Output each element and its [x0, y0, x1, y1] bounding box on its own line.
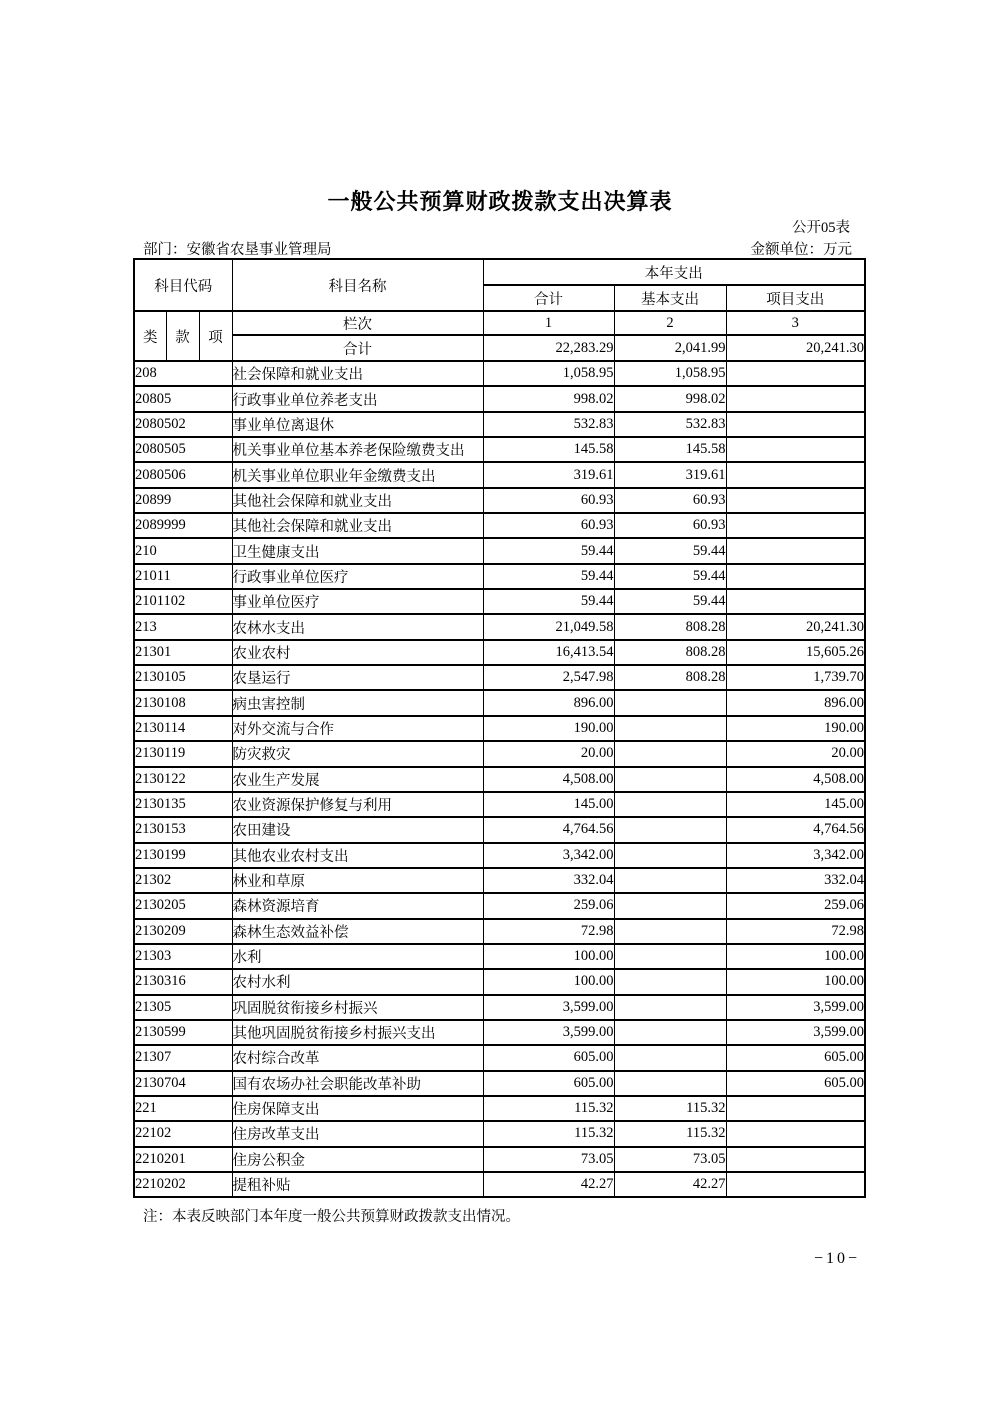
row-basic-value: 998.02 [614, 386, 726, 411]
row-project-value: 3,599.00 [726, 995, 865, 1020]
table-row [134, 690, 865, 715]
row-basic-value [614, 817, 726, 842]
row-project-value: 4,764.56 [726, 817, 865, 842]
row-project-value: 3,342.00 [726, 843, 865, 868]
row-subject-code: 2130704 [134, 1071, 232, 1096]
row-subject-code: 2130108 [134, 690, 232, 715]
row-total-value: 145.00 [483, 792, 614, 817]
page-title: 一般公共预算财政拨款支出决算表 [327, 189, 673, 214]
row-subject-code: 21307 [134, 1045, 232, 1070]
row-project-value [726, 386, 865, 411]
row-total-value: 60.93 [483, 488, 614, 513]
row-subject-name: 机关事业单位职业年金缴费支出 [232, 462, 483, 487]
row-subject-name: 住房公积金 [232, 1147, 483, 1172]
lanci-number-1: 1 [483, 311, 614, 335]
row-subject-code: 221 [134, 1096, 232, 1121]
row-total-value: 319.61 [483, 462, 614, 487]
table-row [134, 944, 865, 969]
row-project-value: 332.04 [726, 868, 865, 893]
row-basic-value [614, 690, 726, 715]
row-total-value: 100.00 [483, 944, 614, 969]
row-subject-name: 事业单位医疗 [232, 589, 483, 614]
table-row [134, 817, 865, 842]
lanci-label: 栏次 [232, 311, 483, 335]
grand-total-label: 合计 [232, 335, 483, 361]
row-project-value [726, 1172, 865, 1197]
row-project-value: 190.00 [726, 716, 865, 741]
table-row [134, 488, 865, 513]
code-section-header: 款 [166, 311, 199, 361]
row-subject-name: 住房改革支出 [232, 1121, 483, 1146]
row-subject-code: 210 [134, 538, 232, 563]
row-basic-value: 73.05 [614, 1147, 726, 1172]
row-basic-value: 808.28 [614, 640, 726, 665]
row-basic-value [614, 919, 726, 944]
row-total-value: 259.06 [483, 893, 614, 918]
table-row [134, 1121, 865, 1146]
row-subject-code: 21301 [134, 640, 232, 665]
row-project-value: 605.00 [726, 1071, 865, 1096]
row-project-value [726, 589, 865, 614]
row-project-value: 100.00 [726, 944, 865, 969]
row-subject-code: 2089999 [134, 513, 232, 538]
row-project-value: 100.00 [726, 969, 865, 994]
row-subject-name: 农垦运行 [232, 665, 483, 690]
row-project-value: 1,739.70 [726, 665, 865, 690]
row-basic-value [614, 969, 726, 994]
row-subject-code: 21011 [134, 564, 232, 589]
row-subject-code: 2210201 [134, 1147, 232, 1172]
form-number-label: 公开05表 [792, 220, 850, 236]
table-row [134, 361, 865, 386]
row-project-value: 3,599.00 [726, 1020, 865, 1045]
row-subject-code: 2080505 [134, 437, 232, 462]
row-basic-value [614, 792, 726, 817]
row-total-value: 2,547.98 [483, 665, 614, 690]
table-row [134, 843, 865, 868]
footnote: 注：本表反映部门本年度一般公共预算财政拨款支出情况。 [143, 1209, 520, 1225]
row-subject-code: 2080506 [134, 462, 232, 487]
row-subject-name: 林业和草原 [232, 868, 483, 893]
row-basic-value: 59.44 [614, 538, 726, 563]
table-row [134, 1172, 865, 1197]
row-subject-code: 208 [134, 361, 232, 386]
subject-code-header: 科目代码 [134, 259, 232, 311]
row-total-value: 3,342.00 [483, 843, 614, 868]
header-row-1 [134, 259, 865, 285]
row-basic-value: 145.58 [614, 437, 726, 462]
row-total-value: 605.00 [483, 1071, 614, 1096]
row-subject-code: 2130122 [134, 767, 232, 792]
table-row [134, 1096, 865, 1121]
total-column-header: 合计 [483, 285, 614, 311]
subject-name-header: 科目名称 [232, 259, 483, 311]
row-basic-value: 59.44 [614, 589, 726, 614]
project-column-header: 项目支出 [726, 285, 865, 311]
table-row [134, 462, 865, 487]
table-row [134, 1020, 865, 1045]
row-project-value [726, 538, 865, 563]
row-total-value: 115.32 [483, 1096, 614, 1121]
row-total-value: 16,413.54 [483, 640, 614, 665]
table-row [134, 741, 865, 766]
row-basic-value: 60.93 [614, 513, 726, 538]
row-project-value [726, 437, 865, 462]
row-basic-value [614, 1071, 726, 1096]
row-total-value: 998.02 [483, 386, 614, 411]
row-total-value: 72.98 [483, 919, 614, 944]
row-subject-name: 防灾救灾 [232, 741, 483, 766]
row-project-value [726, 1147, 865, 1172]
row-project-value: 605.00 [726, 1045, 865, 1070]
row-subject-name: 水利 [232, 944, 483, 969]
lanci-number-3: 3 [726, 311, 865, 335]
row-basic-value: 115.32 [614, 1121, 726, 1146]
row-subject-name: 事业单位离退休 [232, 412, 483, 437]
header-row-lanci [134, 311, 865, 335]
row-total-value: 4,508.00 [483, 767, 614, 792]
table-row [134, 412, 865, 437]
row-subject-code: 2210202 [134, 1172, 232, 1197]
row-subject-name: 农村水利 [232, 969, 483, 994]
row-subject-name: 农林水支出 [232, 614, 483, 639]
row-basic-value: 42.27 [614, 1172, 726, 1197]
row-basic-value [614, 868, 726, 893]
row-subject-name: 行政事业单位医疗 [232, 564, 483, 589]
row-subject-name: 农业资源保护修复与利用 [232, 792, 483, 817]
row-subject-name: 农村综合改革 [232, 1045, 483, 1070]
row-project-value [726, 412, 865, 437]
row-project-value: 15,605.26 [726, 640, 865, 665]
table-row [134, 995, 865, 1020]
row-total-value: 100.00 [483, 969, 614, 994]
row-project-value: 20.00 [726, 741, 865, 766]
department-label: 部门：安徽省农垦事业管理局 [143, 242, 332, 258]
row-basic-value: 115.32 [614, 1096, 726, 1121]
row-basic-value: 59.44 [614, 564, 726, 589]
row-project-value: 145.00 [726, 792, 865, 817]
row-basic-value: 319.61 [614, 462, 726, 487]
row-total-value: 21,049.58 [483, 614, 614, 639]
table-row [134, 1045, 865, 1070]
row-subject-code: 2130119 [134, 741, 232, 766]
row-subject-name: 农业农村 [232, 640, 483, 665]
row-basic-value [614, 995, 726, 1020]
row-basic-value [614, 893, 726, 918]
row-subject-code: 21305 [134, 995, 232, 1020]
row-subject-code: 2130205 [134, 893, 232, 918]
row-total-value: 190.00 [483, 716, 614, 741]
row-project-value: 72.98 [726, 919, 865, 944]
row-project-value [726, 361, 865, 386]
row-subject-name: 住房保障支出 [232, 1096, 483, 1121]
row-basic-value: 532.83 [614, 412, 726, 437]
row-subject-name: 对外交流与合作 [232, 716, 483, 741]
row-basic-value [614, 1045, 726, 1070]
current-year-group-header: 本年支出 [483, 259, 865, 285]
row-subject-code: 2130199 [134, 843, 232, 868]
row-subject-code: 2130105 [134, 665, 232, 690]
row-subject-code: 2130599 [134, 1020, 232, 1045]
row-subject-name: 农田建设 [232, 817, 483, 842]
row-total-value: 20.00 [483, 741, 614, 766]
row-total-value: 1,058.95 [483, 361, 614, 386]
grand-total-sum: 22,283.29 [483, 335, 614, 361]
row-subject-code: 2080502 [134, 412, 232, 437]
row-subject-name: 其他农业农村支出 [232, 843, 483, 868]
page-number: −10− [813, 1250, 860, 1267]
row-total-value: 42.27 [483, 1172, 614, 1197]
table-row [134, 767, 865, 792]
row-basic-value: 60.93 [614, 488, 726, 513]
row-subject-name: 农业生产发展 [232, 767, 483, 792]
row-basic-value [614, 767, 726, 792]
row-subject-code: 20899 [134, 488, 232, 513]
table-row [134, 564, 865, 589]
row-basic-value [614, 716, 726, 741]
row-subject-name: 国有农场办社会职能改革补助 [232, 1071, 483, 1096]
table-row [134, 665, 865, 690]
row-subject-name: 机关事业单位基本养老保险缴费支出 [232, 437, 483, 462]
header-row-grand-total [134, 335, 865, 361]
row-total-value: 145.58 [483, 437, 614, 462]
lanci-number-2: 2 [614, 311, 726, 335]
row-subject-name: 行政事业单位养老支出 [232, 386, 483, 411]
row-subject-name: 提租补贴 [232, 1172, 483, 1197]
row-basic-value [614, 741, 726, 766]
table-row [134, 919, 865, 944]
row-project-value: 4,508.00 [726, 767, 865, 792]
row-subject-name: 森林生态效益补偿 [232, 919, 483, 944]
row-project-value [726, 488, 865, 513]
code-class-header: 类 [134, 311, 166, 361]
row-subject-name: 卫生健康支出 [232, 538, 483, 563]
row-project-value [726, 462, 865, 487]
table-row [134, 640, 865, 665]
table-row [134, 969, 865, 994]
row-subject-name: 其他社会保障和就业支出 [232, 513, 483, 538]
row-project-value [726, 513, 865, 538]
table-row [134, 437, 865, 462]
row-subject-code: 2130153 [134, 817, 232, 842]
row-subject-code: 22102 [134, 1121, 232, 1146]
row-basic-value [614, 843, 726, 868]
row-total-value: 532.83 [483, 412, 614, 437]
table-row [134, 614, 865, 639]
table-row [134, 1071, 865, 1096]
table-row [134, 792, 865, 817]
row-total-value: 3,599.00 [483, 1020, 614, 1045]
row-total-value: 59.44 [483, 564, 614, 589]
row-project-value [726, 1121, 865, 1146]
row-total-value: 4,764.56 [483, 817, 614, 842]
row-subject-code: 21302 [134, 868, 232, 893]
table-row [134, 589, 865, 614]
row-total-value: 605.00 [483, 1045, 614, 1070]
budget-table [133, 258, 866, 1198]
code-item-header: 项 [199, 311, 232, 361]
row-subject-code: 213 [134, 614, 232, 639]
row-subject-code: 2101102 [134, 589, 232, 614]
row-subject-name: 病虫害控制 [232, 690, 483, 715]
row-basic-value: 1,058.95 [614, 361, 726, 386]
table-row [134, 386, 865, 411]
row-subject-code: 2130316 [134, 969, 232, 994]
unit-label: 金额单位：万元 [750, 242, 852, 258]
table-row [134, 538, 865, 563]
row-total-value: 3,599.00 [483, 995, 614, 1020]
row-project-value: 259.06 [726, 893, 865, 918]
table-row [134, 1147, 865, 1172]
row-subject-code: 21303 [134, 944, 232, 969]
row-project-value [726, 564, 865, 589]
row-subject-code: 2130135 [134, 792, 232, 817]
basic-column-header: 基本支出 [614, 285, 726, 311]
grand-total-basic: 2,041.99 [614, 335, 726, 361]
row-total-value: 332.04 [483, 868, 614, 893]
row-total-value: 73.05 [483, 1147, 614, 1172]
row-basic-value [614, 944, 726, 969]
grand-total-project: 20,241.30 [726, 335, 865, 361]
budget-table-body [134, 361, 865, 1197]
row-subject-name: 其他巩固脱贫衔接乡村振兴支出 [232, 1020, 483, 1045]
row-total-value: 59.44 [483, 538, 614, 563]
row-subject-name: 巩固脱贫衔接乡村振兴 [232, 995, 483, 1020]
row-subject-name: 社会保障和就业支出 [232, 361, 483, 386]
table-row [134, 513, 865, 538]
table-row [134, 893, 865, 918]
row-subject-code: 2130114 [134, 716, 232, 741]
row-total-value: 60.93 [483, 513, 614, 538]
row-subject-name: 其他社会保障和就业支出 [232, 488, 483, 513]
row-total-value: 896.00 [483, 690, 614, 715]
table-row [134, 716, 865, 741]
row-basic-value: 808.28 [614, 665, 726, 690]
row-project-value: 896.00 [726, 690, 865, 715]
row-project-value [726, 1096, 865, 1121]
row-subject-name: 森林资源培育 [232, 893, 483, 918]
row-project-value: 20,241.30 [726, 614, 865, 639]
row-total-value: 115.32 [483, 1121, 614, 1146]
row-total-value: 59.44 [483, 589, 614, 614]
row-basic-value: 808.28 [614, 614, 726, 639]
row-subject-code: 20805 [134, 386, 232, 411]
row-basic-value [614, 1020, 726, 1045]
row-subject-code: 2130209 [134, 919, 232, 944]
table-row [134, 868, 865, 893]
table-meta-row [143, 238, 852, 259]
